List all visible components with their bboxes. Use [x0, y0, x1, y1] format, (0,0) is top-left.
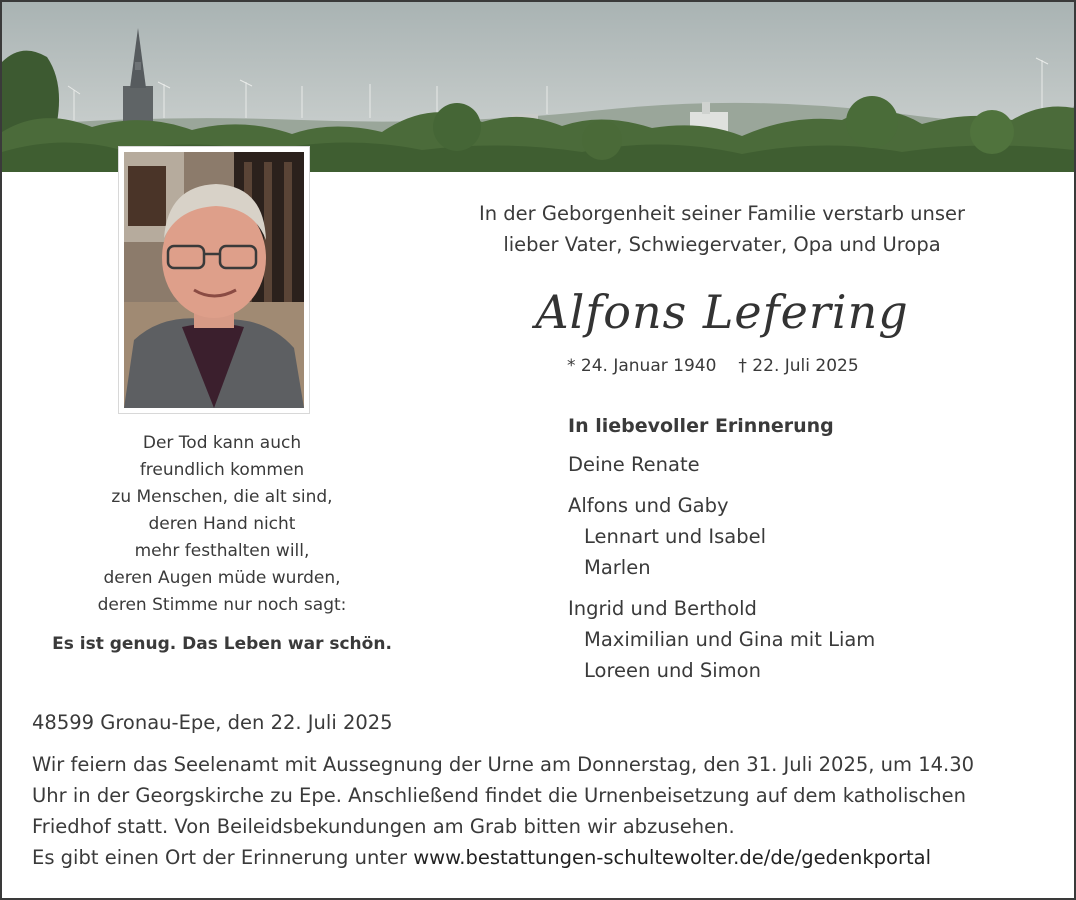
- intro-line: In der Geborgenheit seiner Familie verstarb unser: [478, 202, 966, 225]
- notice-line-with-link: [32, 842, 1052, 873]
- poem-line: deren Hand nicht: [148, 514, 296, 534]
- poem-line: deren Stimme nur noch sagt:: [97, 595, 347, 615]
- poem-line: mehr festhalten will,: [134, 541, 310, 561]
- family-list: [568, 415, 875, 696]
- family-member-child: Maximilian und Gina mit Liam: [584, 628, 876, 651]
- poem-line: freundlich kommen: [139, 460, 305, 480]
- portrait-photo: [118, 146, 310, 414]
- family-spouse-group: [568, 449, 875, 480]
- family-heading: In liebevoller Erinnerung: [568, 415, 834, 437]
- family-member-main: Ingrid und Berthold: [568, 597, 757, 620]
- life-dates: [567, 356, 859, 376]
- poem-line: zu Menschen, die alt sind,: [111, 487, 333, 507]
- death-date: † 22. Juli 2025: [738, 356, 859, 376]
- family-group: [568, 593, 875, 686]
- family-member-child: Loreen und Simon: [584, 659, 761, 682]
- poem-line: Der Tod kann auch: [142, 433, 302, 453]
- service-notice: [32, 749, 1052, 873]
- notice-link-prefix: Es gibt einen Ort der Erinnerung unter: [32, 846, 414, 869]
- notice-line: Wir feiern das Seelenamt mit Aussegnung der Urne am Donnerstag, den 31. Juli 2025, um 14.30: [32, 753, 975, 776]
- family-group: [568, 490, 875, 583]
- portrait-photo-art: [124, 152, 304, 408]
- family-spouse: Deine Renate: [568, 453, 700, 476]
- notice-line: Uhr in der Georgskirche zu Epe. Anschließend findet die Urnenbeisetzung auf dem katholischen: [32, 784, 966, 807]
- family-member-child: Marlen: [584, 556, 651, 579]
- family-member-child: Lennart und Isabel: [584, 525, 766, 548]
- family-member-main: Alfons und Gaby: [568, 494, 729, 517]
- birth-date: * 24. Januar 1940: [567, 356, 717, 376]
- poem-line: deren Augen müde wurden,: [103, 568, 341, 588]
- memorial-portal-link[interactable]: www.bestattungen-schultewolter.de/de/gedenkportal: [413, 846, 932, 869]
- notice-line: Friedhof statt. Von Beileidsbekundungen am Grab bitten wir abzusehen.: [32, 815, 735, 838]
- intro-line: lieber Vater, Schwiegervater, Opa und Uropa: [503, 233, 941, 256]
- poem-closing: Es ist genug. Das Leben war schön.: [52, 634, 392, 654]
- poem: [22, 430, 422, 619]
- place-date: 48599 Gronau-Epe, den 22. Juli 2025: [32, 711, 393, 734]
- deceased-name: Alfons Lefering: [535, 285, 909, 339]
- intro-text: [422, 198, 1022, 260]
